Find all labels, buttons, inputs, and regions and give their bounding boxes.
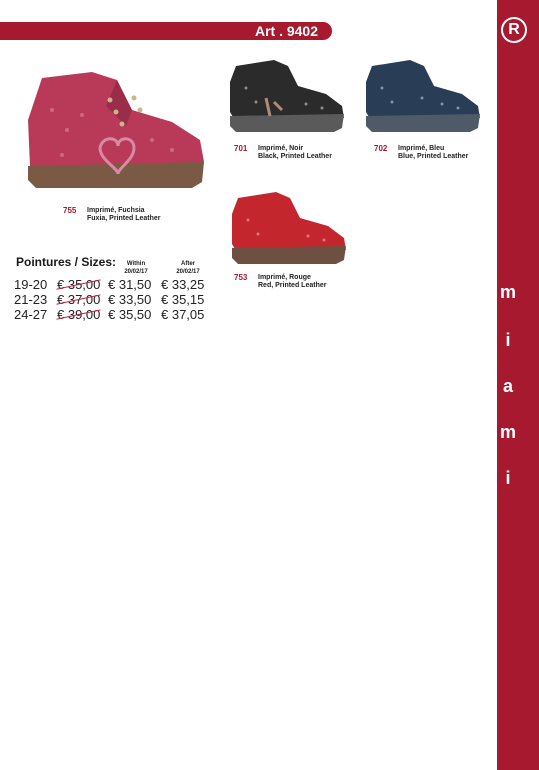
sidebar-letter: i	[505, 468, 511, 488]
old-price: € 37,00	[57, 292, 101, 307]
sidebar-letter: i	[505, 330, 511, 350]
product-desc-en: Red, Printed Leather	[258, 282, 327, 289]
size-cell: 21-23	[14, 292, 48, 307]
product-desc-en: Black, Printed Leather	[258, 153, 332, 160]
product-code: 753	[234, 273, 248, 282]
product-code: 755	[63, 206, 77, 215]
product-desc-en: Blue, Printed Leather	[398, 153, 469, 160]
product-desc-fr: Imprimé, Bleu	[398, 145, 445, 152]
table-row	[14, 292, 207, 307]
col-header-line: 20/02/17	[124, 269, 148, 275]
after-price: € 35,15	[161, 292, 205, 307]
sidebar-letter: a	[502, 376, 513, 396]
sidebar-letter: m	[499, 282, 516, 302]
shoe-image-fuchsia	[22, 70, 210, 194]
product-caption-755	[63, 207, 183, 225]
within-price: € 31,50	[108, 277, 152, 292]
product-caption-702	[374, 145, 494, 163]
product-desc-en: Fuxia, Printed Leather	[87, 215, 161, 222]
after-price: € 37,05	[161, 307, 205, 322]
after-price: € 33,25	[161, 277, 205, 292]
table-row	[14, 307, 207, 322]
col-header-within	[118, 260, 154, 276]
product-code: 702	[374, 144, 388, 153]
article-title-bar	[0, 22, 332, 40]
shoe-image-red	[228, 190, 350, 266]
shoe-image-black	[226, 58, 348, 134]
within-price: € 35,50	[108, 307, 152, 322]
col-header-line: After	[180, 261, 195, 267]
product-code: 701	[234, 144, 248, 153]
product-desc-fr: Imprimé, Noir	[258, 145, 304, 152]
product-caption-701	[234, 145, 364, 163]
old-price: € 35,00	[57, 277, 101, 292]
sizes-heading: Pointures / Sizes:	[16, 255, 117, 269]
price-table	[14, 277, 207, 322]
article-title: Art . 9402	[254, 23, 318, 39]
table-row	[14, 277, 207, 292]
col-header-line: 20/02/17	[176, 269, 200, 275]
brand-logo-icon: R	[501, 17, 527, 43]
sidebar-letter: m	[499, 422, 516, 442]
product-desc-fr: Imprimé, Rouge	[258, 274, 311, 281]
size-cell: 19-20	[14, 277, 48, 292]
size-cell: 24-27	[14, 307, 48, 322]
old-price: € 39,00	[57, 307, 101, 322]
col-header-after	[170, 260, 206, 276]
product-desc-fr: Imprimé, Fuchsia	[87, 207, 145, 214]
col-header-line: Within	[126, 261, 146, 267]
shoe-image-blue	[362, 58, 484, 134]
within-price: € 33,50	[108, 292, 152, 307]
product-caption-753	[234, 274, 364, 292]
